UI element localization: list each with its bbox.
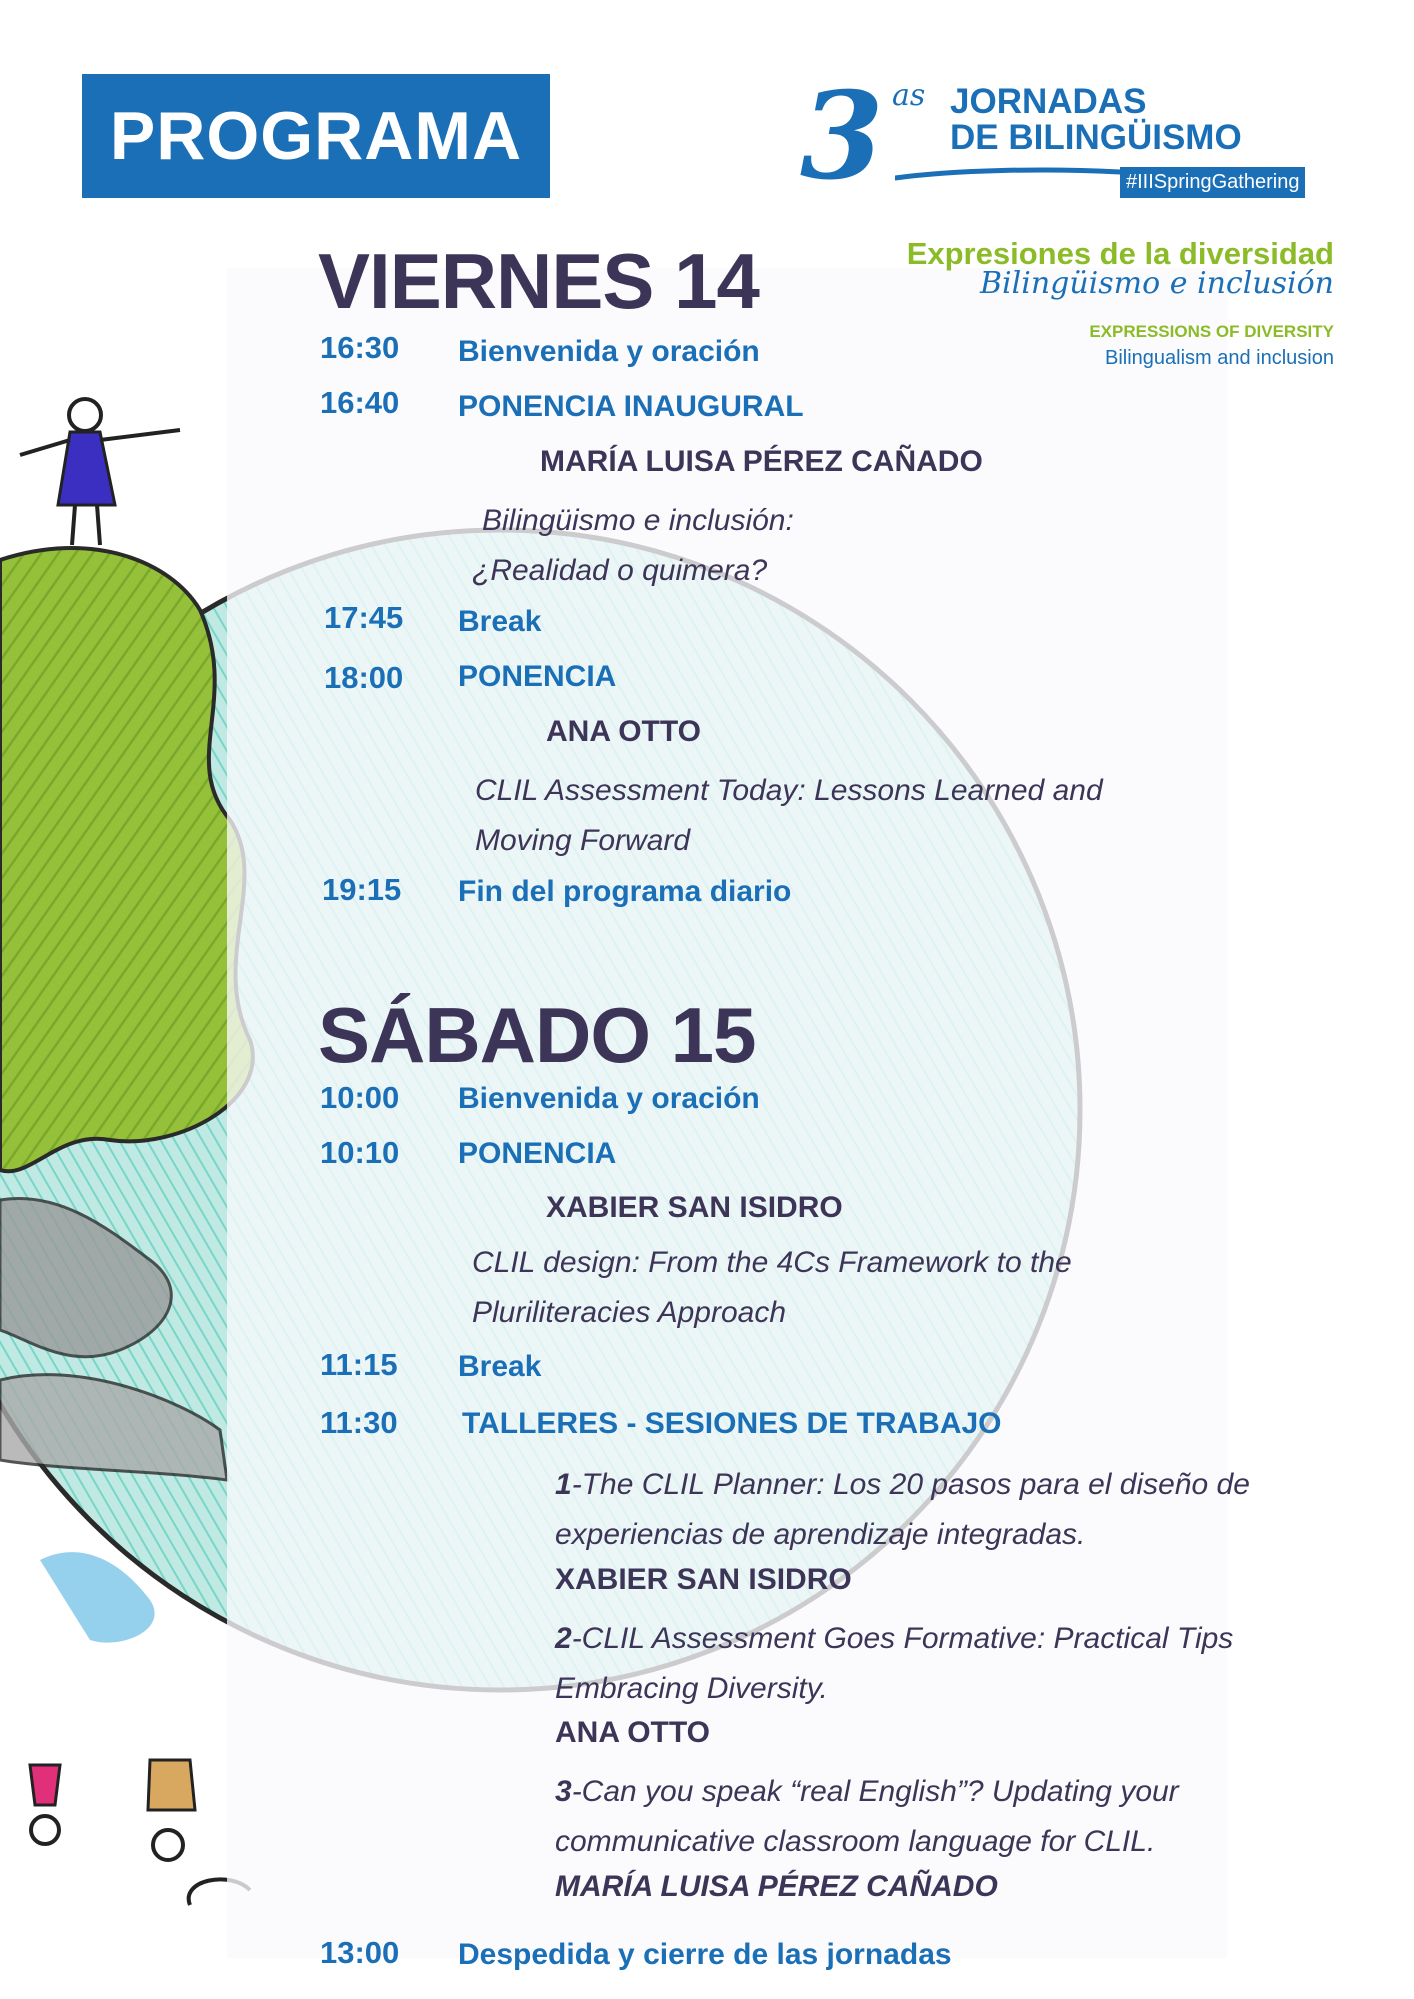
event: PONENCIA [458, 1137, 617, 1170]
workshop-2-speaker: ANA OTTO [555, 1716, 710, 1749]
workshop-1-line-2: experiencias de aprendizaje integradas. [555, 1518, 1086, 1551]
subtitle-es-2: Bilingüismo e inclusión [979, 266, 1334, 301]
workshop-number: 3 [555, 1775, 572, 1808]
event: Bienvenida y oración [458, 1082, 760, 1115]
event: PONENCIA INAUGURAL [458, 390, 804, 423]
logo-swash [895, 166, 1125, 186]
event: Fin del programa diario [458, 875, 792, 908]
talk-title-line-1: CLIL design: From the 4Cs Framework to the [472, 1246, 1072, 1279]
logo-superscript: as [892, 78, 926, 113]
time: 13:00 [320, 1935, 400, 1970]
speaker: MARÍA LUISA PÉREZ CAÑADO [540, 445, 983, 478]
workshop-2-line-2: Embracing Diversity. [555, 1672, 828, 1705]
event: Break [458, 605, 542, 638]
time: 19:15 [322, 872, 402, 907]
talk-title-line-1: CLIL Assessment Today: Lessons Learned and [475, 774, 1103, 807]
workshop-text: -Can you speak “real English”? Updating your [571, 1775, 1179, 1808]
programa-banner: PROGRAMA [82, 74, 550, 198]
time: 10:00 [320, 1080, 400, 1115]
time: 16:30 [320, 330, 400, 365]
event: Despedida y cierre de las jornadas [458, 1938, 952, 1971]
time: 11:15 [320, 1347, 398, 1382]
event: TALLERES - SESIONES DE TRABAJO [462, 1407, 1002, 1440]
workshop-number: 1 [555, 1468, 572, 1501]
workshop-text: -CLIL Assessment Goes Formative: Practical Tips [571, 1622, 1234, 1655]
time: 17:45 [324, 600, 404, 635]
event-logo [800, 66, 1340, 207]
talk-title-line-1: Bilingüismo e inclusión: [482, 504, 794, 537]
talk-title-line-2: Pluriliteracies Approach [472, 1296, 787, 1329]
time: 18:00 [324, 660, 404, 695]
time: 10:10 [320, 1135, 400, 1170]
subtitle-en-1: EXPRESSIONS OF DIVERSITY [1089, 322, 1334, 341]
logo-line-1: JORNADAS [950, 82, 1147, 121]
workshop-text: -The CLIL Planner: Los 20 pasos para el diseño de [571, 1468, 1250, 1501]
workshop-number: 2 [555, 1622, 572, 1655]
workshop-3-line-1 [555, 1767, 1179, 1817]
logo-number: 3 [800, 66, 884, 207]
day-title-viernes: VIERNES 14 [318, 237, 759, 325]
workshop-1-line-1 [555, 1460, 1250, 1510]
workshop-1-speaker: XABIER SAN ISIDRO [555, 1563, 852, 1596]
day-title-sabado: SÁBADO 15 [318, 991, 756, 1079]
event: Bienvenida y oración [458, 335, 760, 368]
workshop-2-line-1 [555, 1614, 1233, 1664]
speaker: ANA OTTO [546, 715, 701, 748]
event: PONENCIA [458, 660, 617, 693]
time: 11:30 [320, 1405, 398, 1440]
hashtag-badge: #IIISpringGathering [1120, 167, 1305, 198]
subtitle-en-2: Bilingualism and inclusion [1104, 347, 1334, 369]
workshop-3-line-2: communicative classroom language for CLIL. [555, 1825, 1156, 1858]
subtitle-es-1: Expresiones de la diversidad [906, 236, 1334, 271]
logo-line-2: DE BILINGÜISMO [950, 118, 1242, 157]
talk-title-line-2: Moving Forward [475, 824, 691, 857]
speaker: XABIER SAN ISIDRO [546, 1191, 843, 1224]
talk-title-line-2: ¿Realidad o quimera? [472, 554, 768, 587]
time: 16:40 [320, 385, 400, 420]
workshop-3-speaker: MARÍA LUISA PÉREZ CAÑADO [555, 1870, 998, 1903]
event: Break [458, 1350, 542, 1383]
